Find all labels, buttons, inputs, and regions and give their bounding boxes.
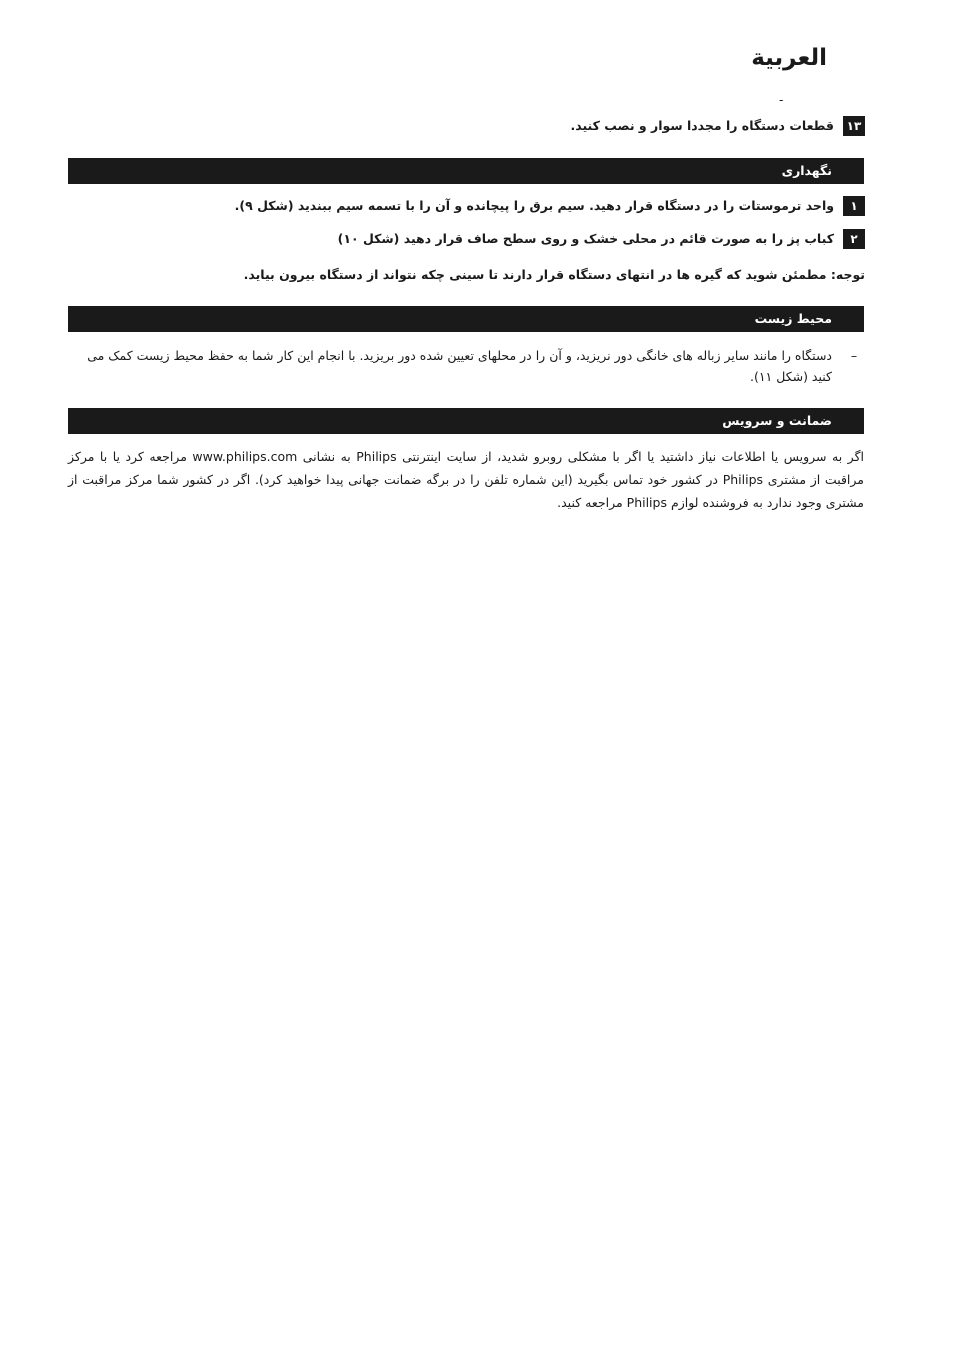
step-text: واحد ترموستات را در دستگاه قرار دهید. سیم برق را پیچانده و آن را با تسمه سیم ببندید (شکل ۹).	[234, 198, 834, 213]
list-dash: –	[850, 348, 858, 363]
step-13	[570, 116, 865, 136]
step-number-badge: ۱۳	[843, 116, 865, 136]
guarantee-paragraph: اگر به سرویس یا اطلاعات نیاز داشتید یا اگر با مشکلی روبرو شدید، از سایت اینترنتی Philips به نشانی www.philips.com مراجعه کرد یا با مرکز مراقبت از مشتری Philips در کشور خود تماس بگیرید (این شماره تلفن را در برگه ضمانت جهانی پیدا خواهید کرد). اگر در کشور شما مرکز مراقبت از مشتری وجود ندارد به فروشنده لوازم Philips مراجعه کنید.	[68, 449, 865, 510]
section-bar-environment	[68, 306, 864, 332]
environment-list-item	[68, 345, 864, 387]
step-1	[235, 196, 865, 216]
step-number-badge: ۲	[843, 229, 865, 249]
step-2	[338, 229, 865, 249]
step-number-badge: ۱	[843, 196, 865, 216]
section-title: ضمانت و سرویس	[722, 413, 832, 428]
section-title: محیط زیست	[754, 311, 832, 326]
dash-mark: -	[779, 93, 784, 107]
section-title: نگهداری	[781, 163, 832, 178]
section-bar-storage	[68, 158, 864, 184]
section-bar-guarantee	[68, 408, 864, 434]
language-title: العربية	[751, 45, 827, 71]
step-text: کباب پز را به صورت قائم در محلی خشک و روی سطح صاف قرار دهید (شکل ۱۰)	[337, 231, 834, 246]
environment-text: دستگاه را مانند سایر زباله های خانگی دور نریزید، و آن را در محلهای تعیین شده دور بریزید. با انجام این کار شما به حفظ محیط زیست کمک می کنید (شکل ۱۱).	[87, 348, 832, 384]
storage-note: توجه: مطمئن شوید که گیره ها در انتهای دستگاه قرار دارند تا سینی چکه نتواند از دستگاه بیرون بیاید.	[243, 267, 865, 282]
step-text: قطعات دستگاه را مجددا سوار و نصب کنید.	[570, 118, 834, 133]
